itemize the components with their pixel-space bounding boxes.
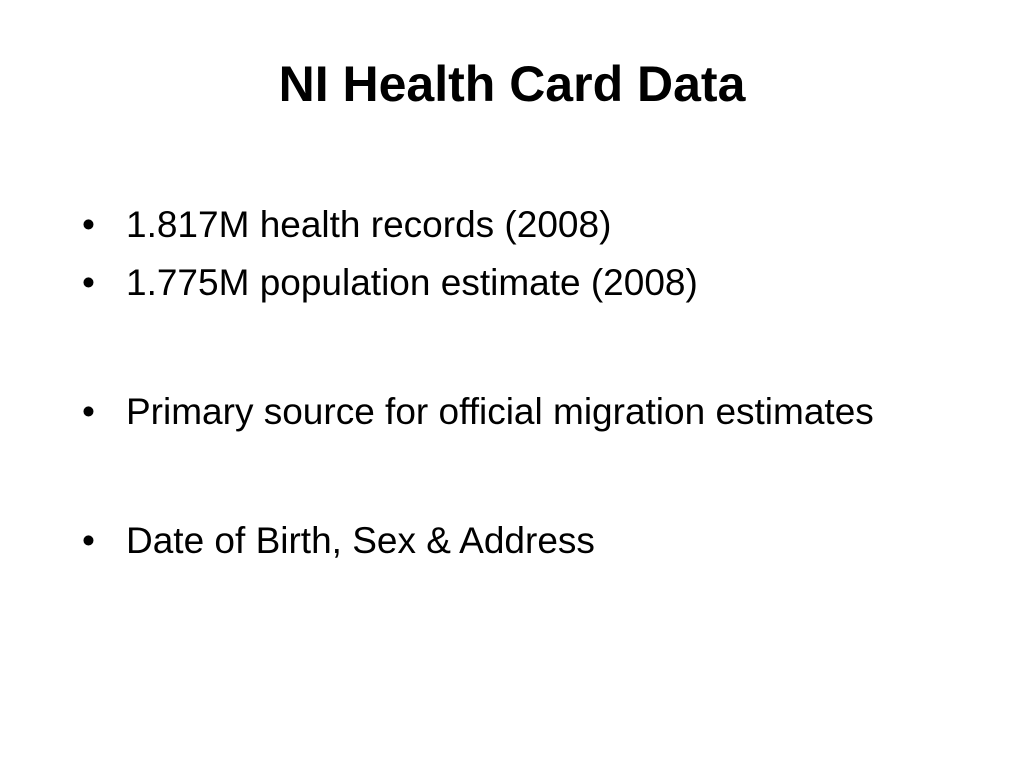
- bullet-item-migration-source: [82, 384, 962, 440]
- bullet-glyph: •: [82, 262, 95, 303]
- bullet-text: Primary source for official migration estimates: [126, 391, 874, 432]
- bullet-text: 1.775M population estimate (2008): [126, 262, 698, 303]
- bullet-item-health-records: [82, 196, 962, 254]
- bullet-glyph: •: [82, 204, 95, 245]
- bullet-text: 1.817M health records (2008): [126, 204, 612, 245]
- bullet-item-population-estimate: [82, 254, 962, 312]
- slide-title: NI Health Card Data: [278, 56, 746, 112]
- bullet-glyph: •: [82, 520, 95, 561]
- bullet-list: [82, 196, 962, 570]
- bullet-item-record-fields: [82, 512, 962, 570]
- bullet-text: Date of Birth, Sex & Address: [126, 520, 595, 561]
- bullet-glyph: •: [82, 391, 95, 432]
